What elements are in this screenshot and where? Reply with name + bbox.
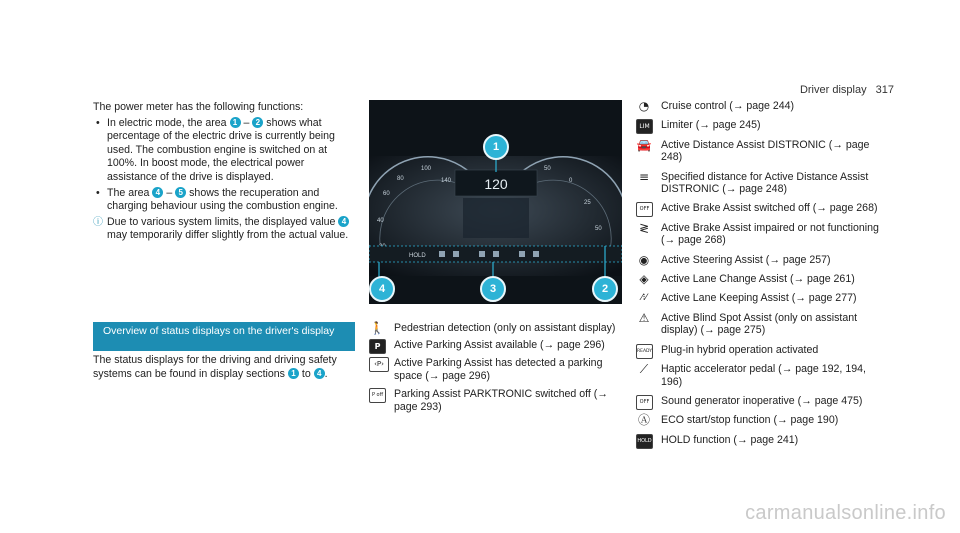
list-item-text: Haptic accelerator pedal (→ page 192, 194, 196) [661,363,866,388]
bullet-text: shows the recuperation and charging behaviour using the combustion engine. [107,186,338,213]
intro-text: The power meter has the following functions: [93,101,304,113]
limiter-icon: LIM [636,119,653,134]
list-item-text: Active Steering Assist (→ page 257) [661,253,831,266]
list-item [636,139,886,164]
bullet-dot: • [96,186,100,199]
instrument-cluster-image [369,100,622,304]
page-number: 317 [875,84,894,96]
list-item-text: Active Lane Keeping Assist (→ page 277) [661,292,857,305]
bullet-item [93,187,355,214]
cruise-control-icon: ◔ [638,99,650,113]
page-header [800,84,894,96]
svg-text:50: 50 [544,166,551,172]
svg-text:100: 100 [421,166,432,172]
eco-start-stop-icon: Ⓐ [637,413,650,428]
haptic-pedal-icon: ⟋ [639,362,649,377]
section-body [93,354,355,381]
svg-text:50: 50 [595,226,602,232]
list-item-text: Sound generator inoperative (→ page 475) [661,394,863,407]
hold-indicator: HOLD [409,253,426,259]
speed-readout: 120 [484,176,508,192]
section-heading: Overview of status displays on the driver's display [93,322,355,351]
callout-ref: 1 [288,368,299,379]
callout-1: 1 [483,134,509,160]
list-item-text: Active Brake Assist impaired or not functioning (→ page 268) [661,221,879,247]
bullet-item [93,117,355,185]
section-text: to [301,367,311,380]
callout-ref: 4 [314,368,325,379]
list-item-text: Parking Assist PARKTRONIC switched off (→ page 293) [394,387,608,414]
distance-setting-icon: ≡ [638,169,650,184]
cluster-illustration [369,100,622,304]
steering-assist-icon: ◉ [638,252,650,267]
callout-ref: 1 [230,117,241,128]
list-item-text: Pedestrian detection (only on assistant display) [394,322,616,334]
parking-space-icon: ‹P› [369,357,389,372]
callout-ref: 4 [152,187,163,198]
blind-spot-icon: ⚠ [638,310,650,325]
list-item [636,119,886,131]
list-item [636,434,886,446]
list-item [636,222,886,247]
list-item [369,322,625,335]
list-item-text: Cruise control (→ page 244) [661,100,795,112]
list-item-text: ECO start/stop function (→ page 190) [661,414,839,427]
list-item [369,339,625,352]
note [93,216,355,243]
list-item [636,171,886,196]
list-item-text: Active Lane Change Assist (→ page 261) [661,273,855,286]
watermark: carmanualsonline.info [745,502,946,524]
power-meter-section [93,101,355,245]
brake-assist-off-icon: OFF [636,202,653,217]
note-text: may temporarily differ slightly from the actual value. [107,229,349,242]
list-item-text: Limiter (→ page 245) [661,119,761,132]
sound-generator-off-icon: OFF [636,395,653,410]
list-item [636,312,886,337]
list-item-text: Active Blind Spot Assist (only on assistant display) (→ page 275) [661,311,858,337]
list-item-text: Active Distance Assist DISTRONIC (→ page 248) [661,138,870,164]
pedestrian-icon: 🚶 [369,321,385,335]
bullet-text: shows what percentage of the electric drive is currently being used. The combustion engine is switched on at 100%. In boost mode, the electrical power assistance of the drive is displayed. [107,116,335,183]
status-list-right [636,100,886,453]
list-item [636,344,886,356]
callout-2: 2 [592,276,618,302]
list-item [636,254,886,266]
list-item [636,414,886,426]
list-item [369,388,625,415]
list-item-text: Specified distance for Active Distance Assist DISTRONIC (→ page 248) [661,170,869,196]
list-item-text: Plug-in hybrid operation activated [661,343,819,356]
section-text: . [324,367,328,380]
callout-4: 4 [369,276,395,302]
hold-icon: HOLD [636,434,653,449]
bullet-dot: • [96,116,100,129]
list-item-text: HOLD function (→ page 241) [661,433,799,446]
bullet-text: The area [107,186,150,199]
svg-text:0: 0 [569,178,573,184]
list-item [636,395,886,407]
list-item [636,273,886,285]
list-item [636,292,886,304]
parktronic-off-icon: P off [369,388,386,403]
brake-assist-impaired-icon: ≷ [638,220,650,235]
bullet-text: In electric mode, the area [107,116,227,129]
svg-text:140: 140 [441,178,452,184]
lane-keeping-icon: ⁄⁝⁄ [641,293,647,304]
ready-icon: READY [636,344,653,359]
dash: – [243,116,250,129]
list-item [369,357,625,384]
list-item [636,202,886,214]
section-text: The status displays for the driving and driving safety systems can be found in display sections [93,354,337,380]
callout-ref: 4 [338,216,349,227]
dash: – [166,186,173,199]
list-item-text: Active Parking Assist has detected a parking space (→ page 296) [394,356,603,383]
callout-ref: 2 [252,117,263,128]
list-item [636,363,886,388]
svg-text:40: 40 [377,218,384,224]
callout-ref: 5 [175,187,186,198]
list-item-text: Active Brake Assist switched off (→ page 268) [661,202,878,215]
lane-change-icon: ◈ [639,272,649,287]
section-title: Driver display [799,84,867,96]
list-item [636,100,886,112]
svg-text:25: 25 [584,200,591,206]
callout-3: 3 [480,276,506,302]
parking-icon: P [369,339,386,354]
list-item-text: Active Parking Assist available (→ page 296) [394,339,605,352]
svg-text:60: 60 [383,191,390,197]
info-icon: ⓘ [93,216,103,228]
note-text: Due to various system limits, the displayed value [107,215,336,228]
status-list-middle [369,322,625,418]
distronic-icon: 🚘 [636,137,652,152]
svg-text:80: 80 [397,176,404,182]
